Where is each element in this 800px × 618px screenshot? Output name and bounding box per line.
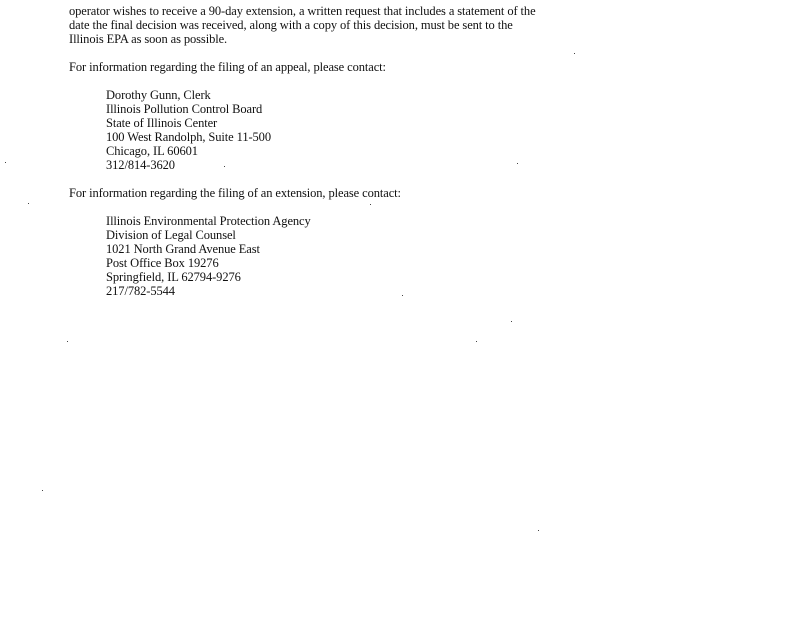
- intro-line-1: operator wishes to receive a 90-day extension, a written request that includes a statement of the: [69, 4, 536, 18]
- scan-speck: [517, 163, 518, 164]
- appeal-address-line: Dorothy Gunn, Clerk: [106, 88, 211, 102]
- scan-speck: [42, 490, 43, 491]
- extension-address-line: 1021 North Grand Avenue East: [106, 242, 260, 256]
- scan-speck: [28, 203, 29, 204]
- extension-address-line: Springfield, IL 62794-9276: [106, 270, 241, 284]
- appeal-address-line: State of Illinois Center: [106, 116, 218, 130]
- scan-speck: [574, 53, 575, 54]
- extension-address-line: Illinois Environmental Protection Agency: [106, 214, 311, 228]
- scan-speck: [67, 341, 68, 342]
- extension-address-line: Division of Legal Counsel: [106, 228, 236, 242]
- appeal-address-line: 312/814-3620: [106, 158, 175, 172]
- scan-speck: [402, 295, 403, 296]
- scan-speck: [476, 341, 477, 342]
- extension-address-line: Post Office Box 19276: [106, 256, 219, 270]
- scan-speck: [5, 162, 6, 163]
- appeal-address-line: Illinois Pollution Control Board: [106, 102, 263, 116]
- appeal-address-line: 100 West Randolph, Suite 11-500: [106, 130, 271, 144]
- appeal-address-line: Chicago, IL 60601: [106, 144, 198, 158]
- intro-line-2: date the final decision was received, along with a copy of this decision, must be sent to the: [69, 18, 513, 32]
- intro-line-3: Illinois EPA as soon as possible.: [69, 32, 228, 46]
- scan-speck: [511, 321, 512, 322]
- scan-speck: [370, 204, 371, 205]
- scan-speck: [224, 166, 225, 167]
- extension-address-line: 217/782-5544: [106, 284, 175, 298]
- scan-speck: [538, 530, 539, 531]
- appeal-heading: For information regarding the filing of an appeal, please contact:: [69, 60, 386, 74]
- extension-heading: For information regarding the filing of an extension, please contact:: [69, 186, 401, 200]
